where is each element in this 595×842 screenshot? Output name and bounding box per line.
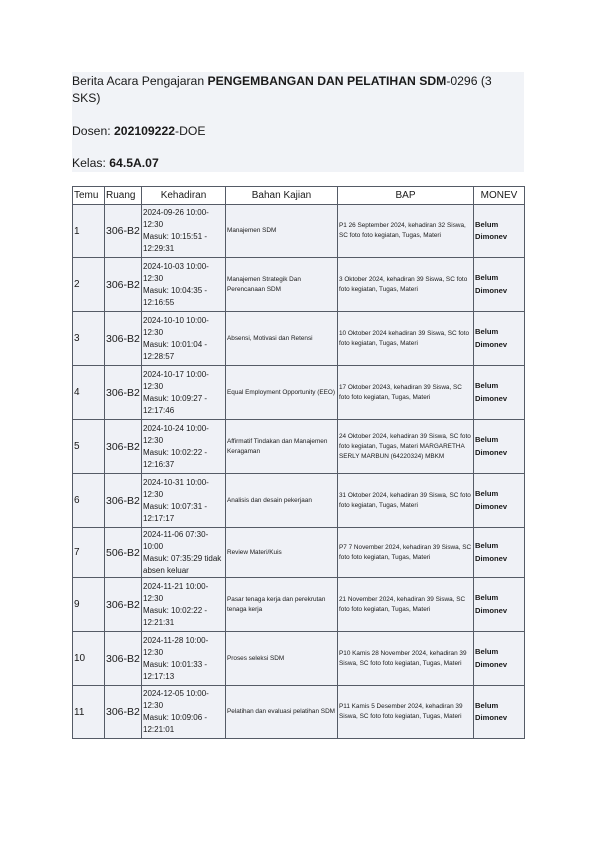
temu-cell: 11 (73, 686, 105, 739)
ruang-cell: 306-B2 (105, 632, 142, 686)
course-suffix: -0296 (3 SKS) (72, 74, 492, 105)
jadwal-text: 2024-10-10 10:00-12:30 (143, 315, 209, 337)
kehadiran-cell (142, 312, 226, 366)
dosen-suffix: -DOE (175, 124, 206, 138)
monev-cell: Belum Dimonev (474, 205, 525, 258)
table-row (73, 578, 525, 632)
table-row (73, 258, 525, 312)
masuk-text: Masuk: 07:35:29 tidak absen keluar (143, 553, 222, 575)
bahan-kajian-cell: Affirmatif Tindakan dan Manajemen Keragaman (226, 420, 338, 474)
bap-cell: P7 7 November 2024, kehadiran 39 Siswa, SC foto foto kegiatan, Tugas, Materi (338, 528, 474, 578)
masuk-text: Masuk: 10:01:04 - 12:28:57 (143, 339, 208, 361)
ruang-cell: 306-B2 (105, 258, 142, 312)
bahan-kajian-cell: Pasar tenaga kerja dan perekrutan tenaga kerja (226, 578, 338, 632)
masuk-text: Masuk: 10:09:06 - 12:21:01 (143, 713, 208, 734)
kelas-label: Kelas: (72, 156, 110, 170)
bap-table (72, 186, 525, 739)
table-body (73, 205, 525, 739)
ruang-cell: 306-B2 (105, 205, 142, 258)
masuk-text: Masuk: 10:02:22 - 12:16:37 (143, 447, 208, 469)
ruang-cell: 506-B2 (105, 528, 142, 578)
bap-cell: P11 Kamis 5 Desember 2024, kehadiran 39 Siswa, SC foto foto kegiatan, Tugas, Materi (338, 686, 474, 739)
temu-cell: 9 (73, 578, 105, 632)
table-row (73, 528, 525, 578)
table-row (73, 205, 525, 258)
temu-cell: 4 (73, 366, 105, 420)
masuk-text: Masuk: 10:02:22 - 12:21:31 (143, 605, 208, 627)
jadwal-text: 2024-12-05 10:00-12:30 (143, 689, 209, 710)
bap-cell: 21 November 2024, kehadiran 39 Siswa, SC foto foto kegiatan, Tugas, Materi (338, 578, 474, 632)
bahan-kajian-cell: Review Materi/Kuis (226, 528, 338, 578)
jadwal-text: 2024-10-31 10:00-12:30 (143, 477, 209, 499)
kelas-line (72, 155, 520, 172)
jadwal-text: 2024-11-28 10:00-12:30 (143, 635, 209, 657)
bap-cell: 3 Oktober 2024, kehadiran 39 Siswa, SC foto foto kegiatan, Tugas, Materi (338, 258, 474, 312)
kehadiran-cell (142, 420, 226, 474)
bap-cell: 10 Oktober 2024 kehadiran 39 Siswa, SC foto foto kegiatan, Tugas, Materi (338, 312, 474, 366)
ruang-cell: 306-B2 (105, 420, 142, 474)
temu-cell: 6 (73, 474, 105, 528)
monev-cell: Belum Dimonev (474, 258, 525, 312)
table-row (73, 686, 525, 739)
jadwal-text: 2024-10-17 10:00-12:30 (143, 369, 209, 391)
monev-cell: Belum Dimonev (474, 686, 525, 739)
table-row (73, 474, 525, 528)
course-name: PENGEMBANGAN DAN PELATIHAN SDM (207, 74, 447, 88)
bahan-kajian-cell: Absensi, Motivasi dan Retensi (226, 312, 338, 366)
bap-cell: P1 26 September 2024, kehadiran 32 Siswa, SC foto foto kegiatan, Tugas, Materi (338, 205, 474, 258)
monev-cell: Belum Dimonev (474, 312, 525, 366)
bahan-kajian-cell: Analisis dan desain pekerjaan (226, 474, 338, 528)
temu-cell: 10 (73, 632, 105, 686)
table-row (73, 420, 525, 474)
jadwal-text: 2024-11-21 10:00-12:30 (143, 581, 209, 603)
kelas-value: 64.5A.07 (109, 156, 159, 170)
masuk-text: Masuk: 10:04:35 - 12:16:55 (143, 285, 208, 307)
monev-cell: Belum Dimonev (474, 366, 525, 420)
ruang-cell: 306-B2 (105, 366, 142, 420)
monev-cell: Belum Dimonev (474, 474, 525, 528)
monev-cell: Belum Dimonev (474, 578, 525, 632)
table-header-row (73, 187, 525, 205)
header-bap: BAP (338, 187, 474, 205)
masuk-text: Masuk: 10:07:31 - 12:17:17 (143, 501, 208, 523)
kehadiran-cell (142, 578, 226, 632)
bahan-kajian-cell: Pelatihan dan evaluasi pelatihan SDM (226, 686, 338, 739)
temu-cell: 5 (73, 420, 105, 474)
masuk-text: Masuk: 10:09:27 - 12:17:46 (143, 393, 208, 415)
bahan-kajian-cell: Proses seleksi SDM (226, 632, 338, 686)
jadwal-text: 2024-10-24 10:00-12:30 (143, 423, 209, 445)
bahan-kajian-cell: Manajemen Strategik Dan Perencanaan SDM (226, 258, 338, 312)
monev-cell: Belum Dimonev (474, 528, 525, 578)
ruang-cell: 306-B2 (105, 578, 142, 632)
bahan-kajian-cell: Equal Employment Opportunity (EEO) (226, 366, 338, 420)
ruang-cell: 306-B2 (105, 474, 142, 528)
kehadiran-cell (142, 474, 226, 528)
header-monev: MONEV (474, 187, 525, 205)
table-row (73, 632, 525, 686)
monev-cell: Belum Dimonev (474, 420, 525, 474)
table-row (73, 312, 525, 366)
header-ruang: Ruang (105, 187, 142, 205)
bahan-kajian-cell: Manajemen SDM (226, 205, 338, 258)
dosen-line (72, 123, 520, 140)
temu-cell: 7 (73, 528, 105, 578)
bap-cell: 17 Oktober 20243, kehadiran 39 Siswa, SC foto foto kegiatan, Tugas, Materi (338, 366, 474, 420)
masuk-text: Masuk: 10:15:51 - 12:29:31 (143, 232, 208, 253)
temu-cell: 3 (73, 312, 105, 366)
kehadiran-cell (142, 686, 226, 739)
dosen-id: 202109222 (114, 124, 176, 138)
document-title (72, 73, 520, 107)
temu-cell: 1 (73, 205, 105, 258)
dosen-label: Dosen: (72, 124, 115, 138)
title-prefix: Berita Acara Pengajaran (72, 74, 208, 88)
kehadiran-cell (142, 528, 226, 578)
ruang-cell: 306-B2 (105, 686, 142, 739)
temu-cell: 2 (73, 258, 105, 312)
kehadiran-cell (142, 632, 226, 686)
monev-cell: Belum Dimonev (474, 632, 525, 686)
header-kehadiran: Kehadiran (142, 187, 226, 205)
header-bahan-kajian: Bahan Kajian (226, 187, 338, 205)
kehadiran-cell (142, 258, 226, 312)
bap-cell: 31 Oktober 2024, kehadiran 39 Siswa, SC foto foto kegiatan, Tugas, Materi (338, 474, 474, 528)
bap-cell: P10 Kamis 28 November 2024, kehadiran 39 Siswa, SC foto foto kegiatan, Tugas, Materi (338, 632, 474, 686)
kehadiran-cell (142, 205, 226, 258)
masuk-text: Masuk: 10:01:33 - 12:17:13 (143, 659, 208, 681)
jadwal-text: 2024-11-06 07:30-10:00 (143, 529, 209, 551)
jadwal-text: 2024-10-03 10:00-12:30 (143, 261, 209, 283)
kehadiran-cell (142, 366, 226, 420)
bap-cell: 24 Oktober 2024, kehadiran 39 Siswa, SC foto foto kegiatan, Tugas, Materi MARGARETHA SERLY MARBUN (64220324) MBKM (338, 420, 474, 474)
header-temu: Temu (73, 187, 105, 205)
table-row (73, 366, 525, 420)
jadwal-text: 2024-09-26 10:00-12:30 (143, 208, 209, 229)
ruang-cell: 306-B2 (105, 312, 142, 366)
